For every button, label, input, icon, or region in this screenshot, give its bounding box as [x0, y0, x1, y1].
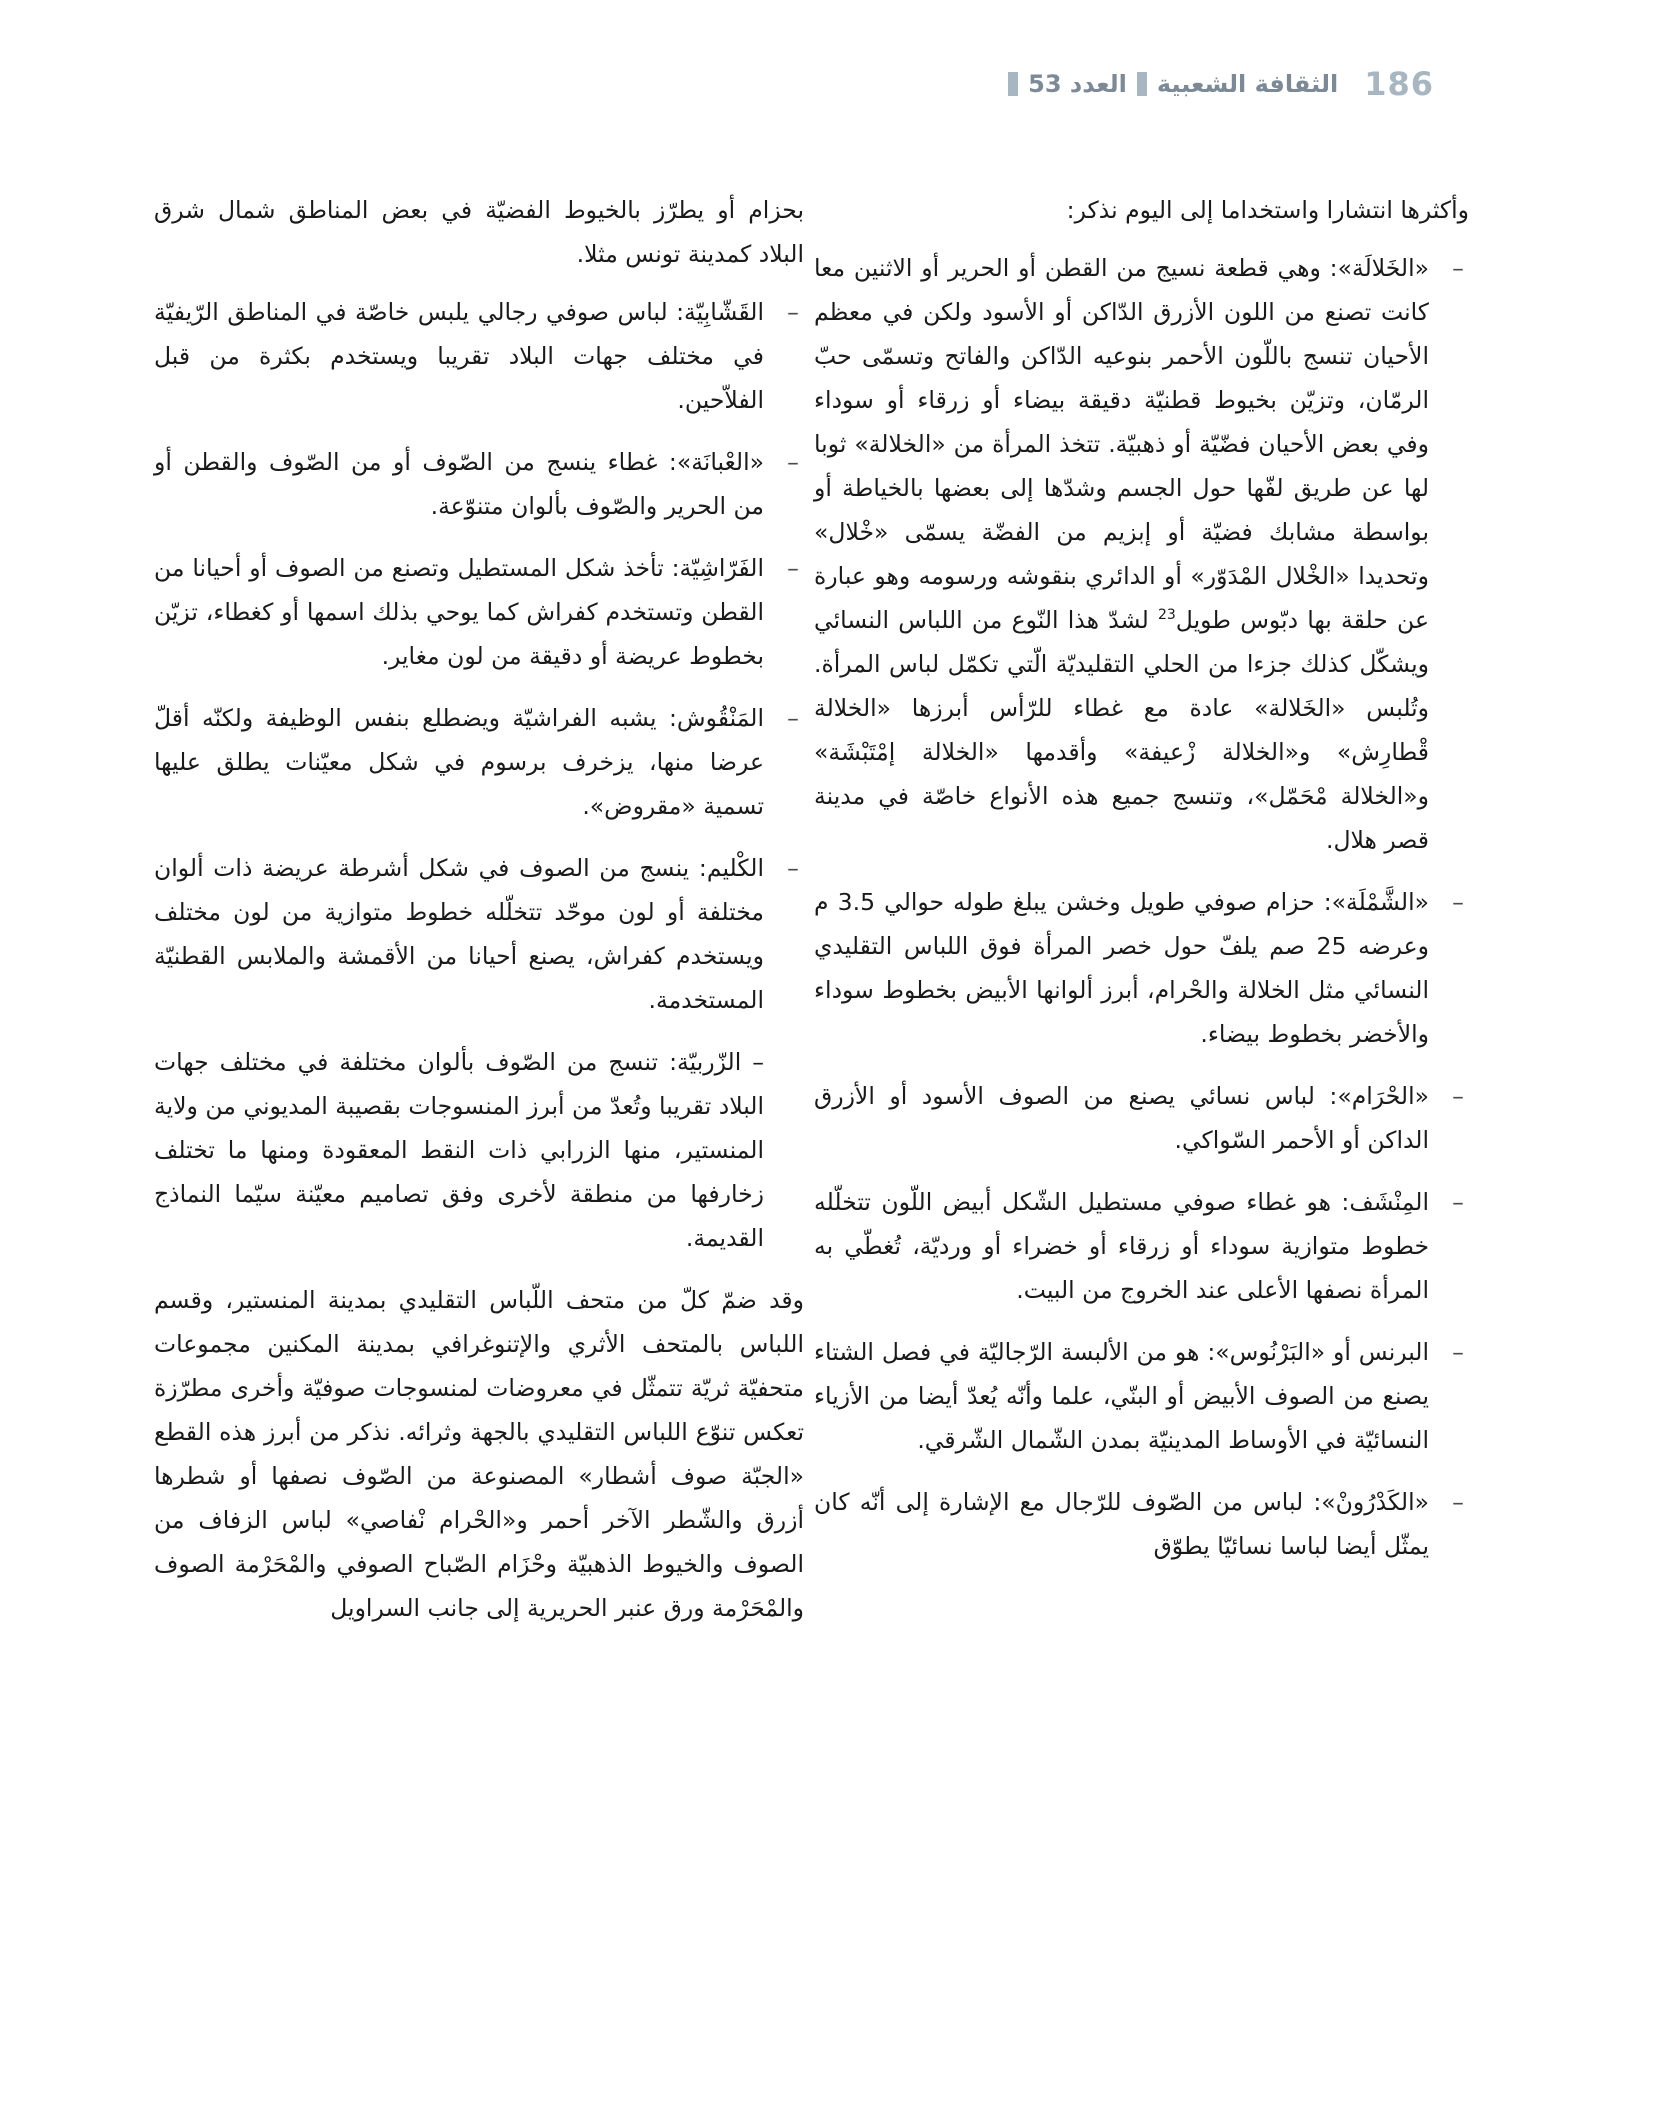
dash-bullet-icon: – [1452, 254, 1464, 282]
dash-bullet-icon: – [787, 704, 799, 732]
dash-bullet-icon: – [1452, 1188, 1464, 1216]
right-column [814, 188, 1469, 1586]
list-item [154, 440, 804, 528]
dash-bullet-icon: – [787, 448, 799, 476]
item-text: «العْبانَة»: غطاء ينسج من الصّوف أو من الصّوف والقطن أو من الحرير والصّوف بألوان متنوّعة. [154, 448, 764, 520]
item-text: المَنْقُوش: يشبه الفراشيّة ويضطلع بنفس الوظيفة ولكنّه أقلّ عرضا منها، يزخرف برسوم في شكل معيّنات يطلق عليها تسمية «مقروض». [154, 704, 764, 820]
column-lead: بحزام أو يطرّز بالخيوط الفضيّة في بعض المناطق شمال شرق البلاد كمدينة تونس مثلا. [154, 196, 804, 268]
list-item [154, 846, 804, 1022]
list-item [814, 1180, 1469, 1312]
item-text: «الشَّمْلَة»: حزام صوفي طويل وخشن يبلغ طوله حوالي 3.5 م وعرضه 25 صم يلفّ حول خصر المرأة فوق اللباس التقليدي النسائي مثل الخلالة والحْرام، أبرز ألوانها الأبيض بخطوط سوداء والأخضر بخطوط بيضاء. [814, 888, 1429, 1048]
dash-bullet-icon: – [1452, 1082, 1464, 1110]
column-lead: وأكثرها انتشارا واستخداما إلى اليوم نذكر: [1066, 196, 1469, 224]
item-text: الفَرّاشِيّة: تأخذ شكل المستطيل وتصنع من الصوف أو أحيانا من القطن وتستخدم كفراش كما يوحي بذلك اسمها أو كغطاء، تزيّن بخطوط عريضة أو دقيقة من لون مغاير. [154, 554, 764, 670]
item-text: «الحْرَام»: لباس نسائي يصنع من الصوف الأسود أو الأزرق الداكن أو الأحمر السّواكي. [814, 1082, 1429, 1154]
list-item [814, 246, 1469, 862]
list-item [814, 1330, 1469, 1462]
item-text: – الزّربيّة: تنسج من الصّوف بألوان مختلفة في مختلف جهات البلاد تقريبا وتُعدّ من أبرز المنسوجات بقصيبة المديوني من ولاية المنستير، منها الزرابي ذات النقط المعقودة ومنها ما تختلف زخارفها من منطقة لأخرى وفق تصاميم معيّنة سيّما النماذج القديمة. [154, 1048, 764, 1252]
list-item [154, 290, 804, 422]
footnote-ref: 23 [1157, 607, 1176, 624]
dash-bullet-icon: – [787, 298, 799, 326]
dash-bullet-icon: – [1452, 1488, 1464, 1516]
page-number: 186 [1364, 65, 1434, 103]
item-text: المِنْشَف: هو غطاء صوفي مستطيل الشّكل أبيض اللّون تتخلّله خطوط متوازية سوداء أو زرقاء أو خضراء أو ورديّة، تُغطّي به المرأة نصفها الأعلى عند الخروج من البيت. [814, 1188, 1429, 1304]
list-item [154, 546, 804, 678]
dash-bullet-icon: – [1452, 1338, 1464, 1366]
closing-paragraph: وقد ضمّ كلّ من متحف اللّباس التقليدي بمدينة المنستير، وقسم اللباس بالمتحف الأثري والإتنوغرافي بمدينة المكنين مجموعات متحفيّة ثريّة تتمثّل في معروضات لمنسوجات صوفيّة وأخرى مطرّزة تعكس تنوّع اللباس التقليدي بالجهة وثرائه. نذكر من أبرز هذه القطع «الجبّة صوف أشطار» المصنوعة من الصّوف نصفها أو شطرها أزرق والشّطر الآخر أحمر و«الحْرام نْفاصي» لباس الزفاف من الصوف والخيوط الذهبيّة وحْزَام الصّباح الصوفي والمْحَرْمة الصوف والمْحَرْمة ورق عنبر الحريرية إلى جانب السراويل [154, 1286, 804, 1622]
separator-bar-icon [1008, 72, 1018, 96]
item-text: الكْليم: ينسج من الصوف في شكل أشرطة عريضة ذات ألوان مختلفة أو لون موحّد تتخلّله خطوط متوازية من لون مختلف ويستخدم كفراش، يصنع أحيانا من الأقمشة والملابس القطنيّة المستخدمة. [154, 854, 764, 1014]
list-item [814, 1074, 1469, 1162]
separator-bar-icon [1137, 72, 1147, 96]
list-item [814, 1480, 1469, 1568]
dash-bullet-icon: – [787, 554, 799, 582]
item-text: «الخَلالَة»: وهي قطعة نسيج من القطن أو الحرير أو الاثنين معا كانت تصنع من اللون الأزرق الدّاكن أو الأسود ولكن في معظم الأحيان تنسج باللّون الأحمر بنوعيه الدّاكن والفاتح وتسمّى حبّ الرمّان، وتزيّن بخيوط قطنيّة دقيقة بيضاء أو زرقاء أو سوداء وفي بعض الأحيان فضّيّة أو ذهبيّة. تتخذ المرأة من «الخلالة» ثوبا لها عن طريق لفّها حول الجسم وشدّها إلى بعضها بالخياطة أو بواسطة مشابك فضيّة أو إبزيم من الفضّة يسمّى «خْلال» وتحديدا «الخْلال المْدَوّر» أو الدائري بنقوشه ورسومه وهو عبارة عن حلقة بها دبّوس طويل [814, 254, 1429, 634]
journal-info [1008, 70, 1338, 98]
journal-title: الثقافة الشعبية [1156, 70, 1339, 98]
list-item [154, 1040, 804, 1260]
item-text: «الكَدْرُونْ»: لباس من الصّوف للرّجال مع الإشارة إلى أنّه كان يمثّل أيضا لباسا نسائيّا يطوّق [814, 1488, 1429, 1560]
left-column [154, 188, 804, 1648]
dash-bullet-icon: – [1452, 888, 1464, 916]
item-text-cont: لشدّ هذا النّوع من اللباس النسائي ويشكّل كذلك جزءا من الحلي التقليديّة الّتي تكمّل لباس المرأة. وتُلبس «الخَلالة» عادة مع غطاء للرّأس أبرزها «الخلالة قْطارِش» و«الخلالة زْعيفة» وأقدمها «الخلالة إمْتَبْشَة» و«الخلالة مْحَمّل»، وتنسج جميع هذه الأنواع خاصّة في مدينة قصر هلال. [814, 606, 1429, 854]
item-text: القَشّابِيّة: لباس صوفي رجالي يلبس خاصّة في المناطق الرّيفيّة في مختلف جهات البلاد تقريبا ويستخدم بكثرة من قبل الفلاّحين. [154, 298, 764, 414]
list-item [154, 696, 804, 828]
running-header [134, 64, 1434, 104]
list-item [814, 880, 1469, 1056]
item-text: البرنس أو «البَرْنُوس»: هو من الألبسة الرّجاليّة في فصل الشتاء يصنع من الصوف الأبيض أو البنّي، علما وأنّه يُعدّ أيضا من الأزياء النسائيّة في الأوساط المدينيّة بمدن الشّمال الشّرقي. [814, 1338, 1429, 1454]
issue-number: العدد 53 [1028, 70, 1127, 98]
dash-bullet-icon: – [787, 854, 799, 882]
